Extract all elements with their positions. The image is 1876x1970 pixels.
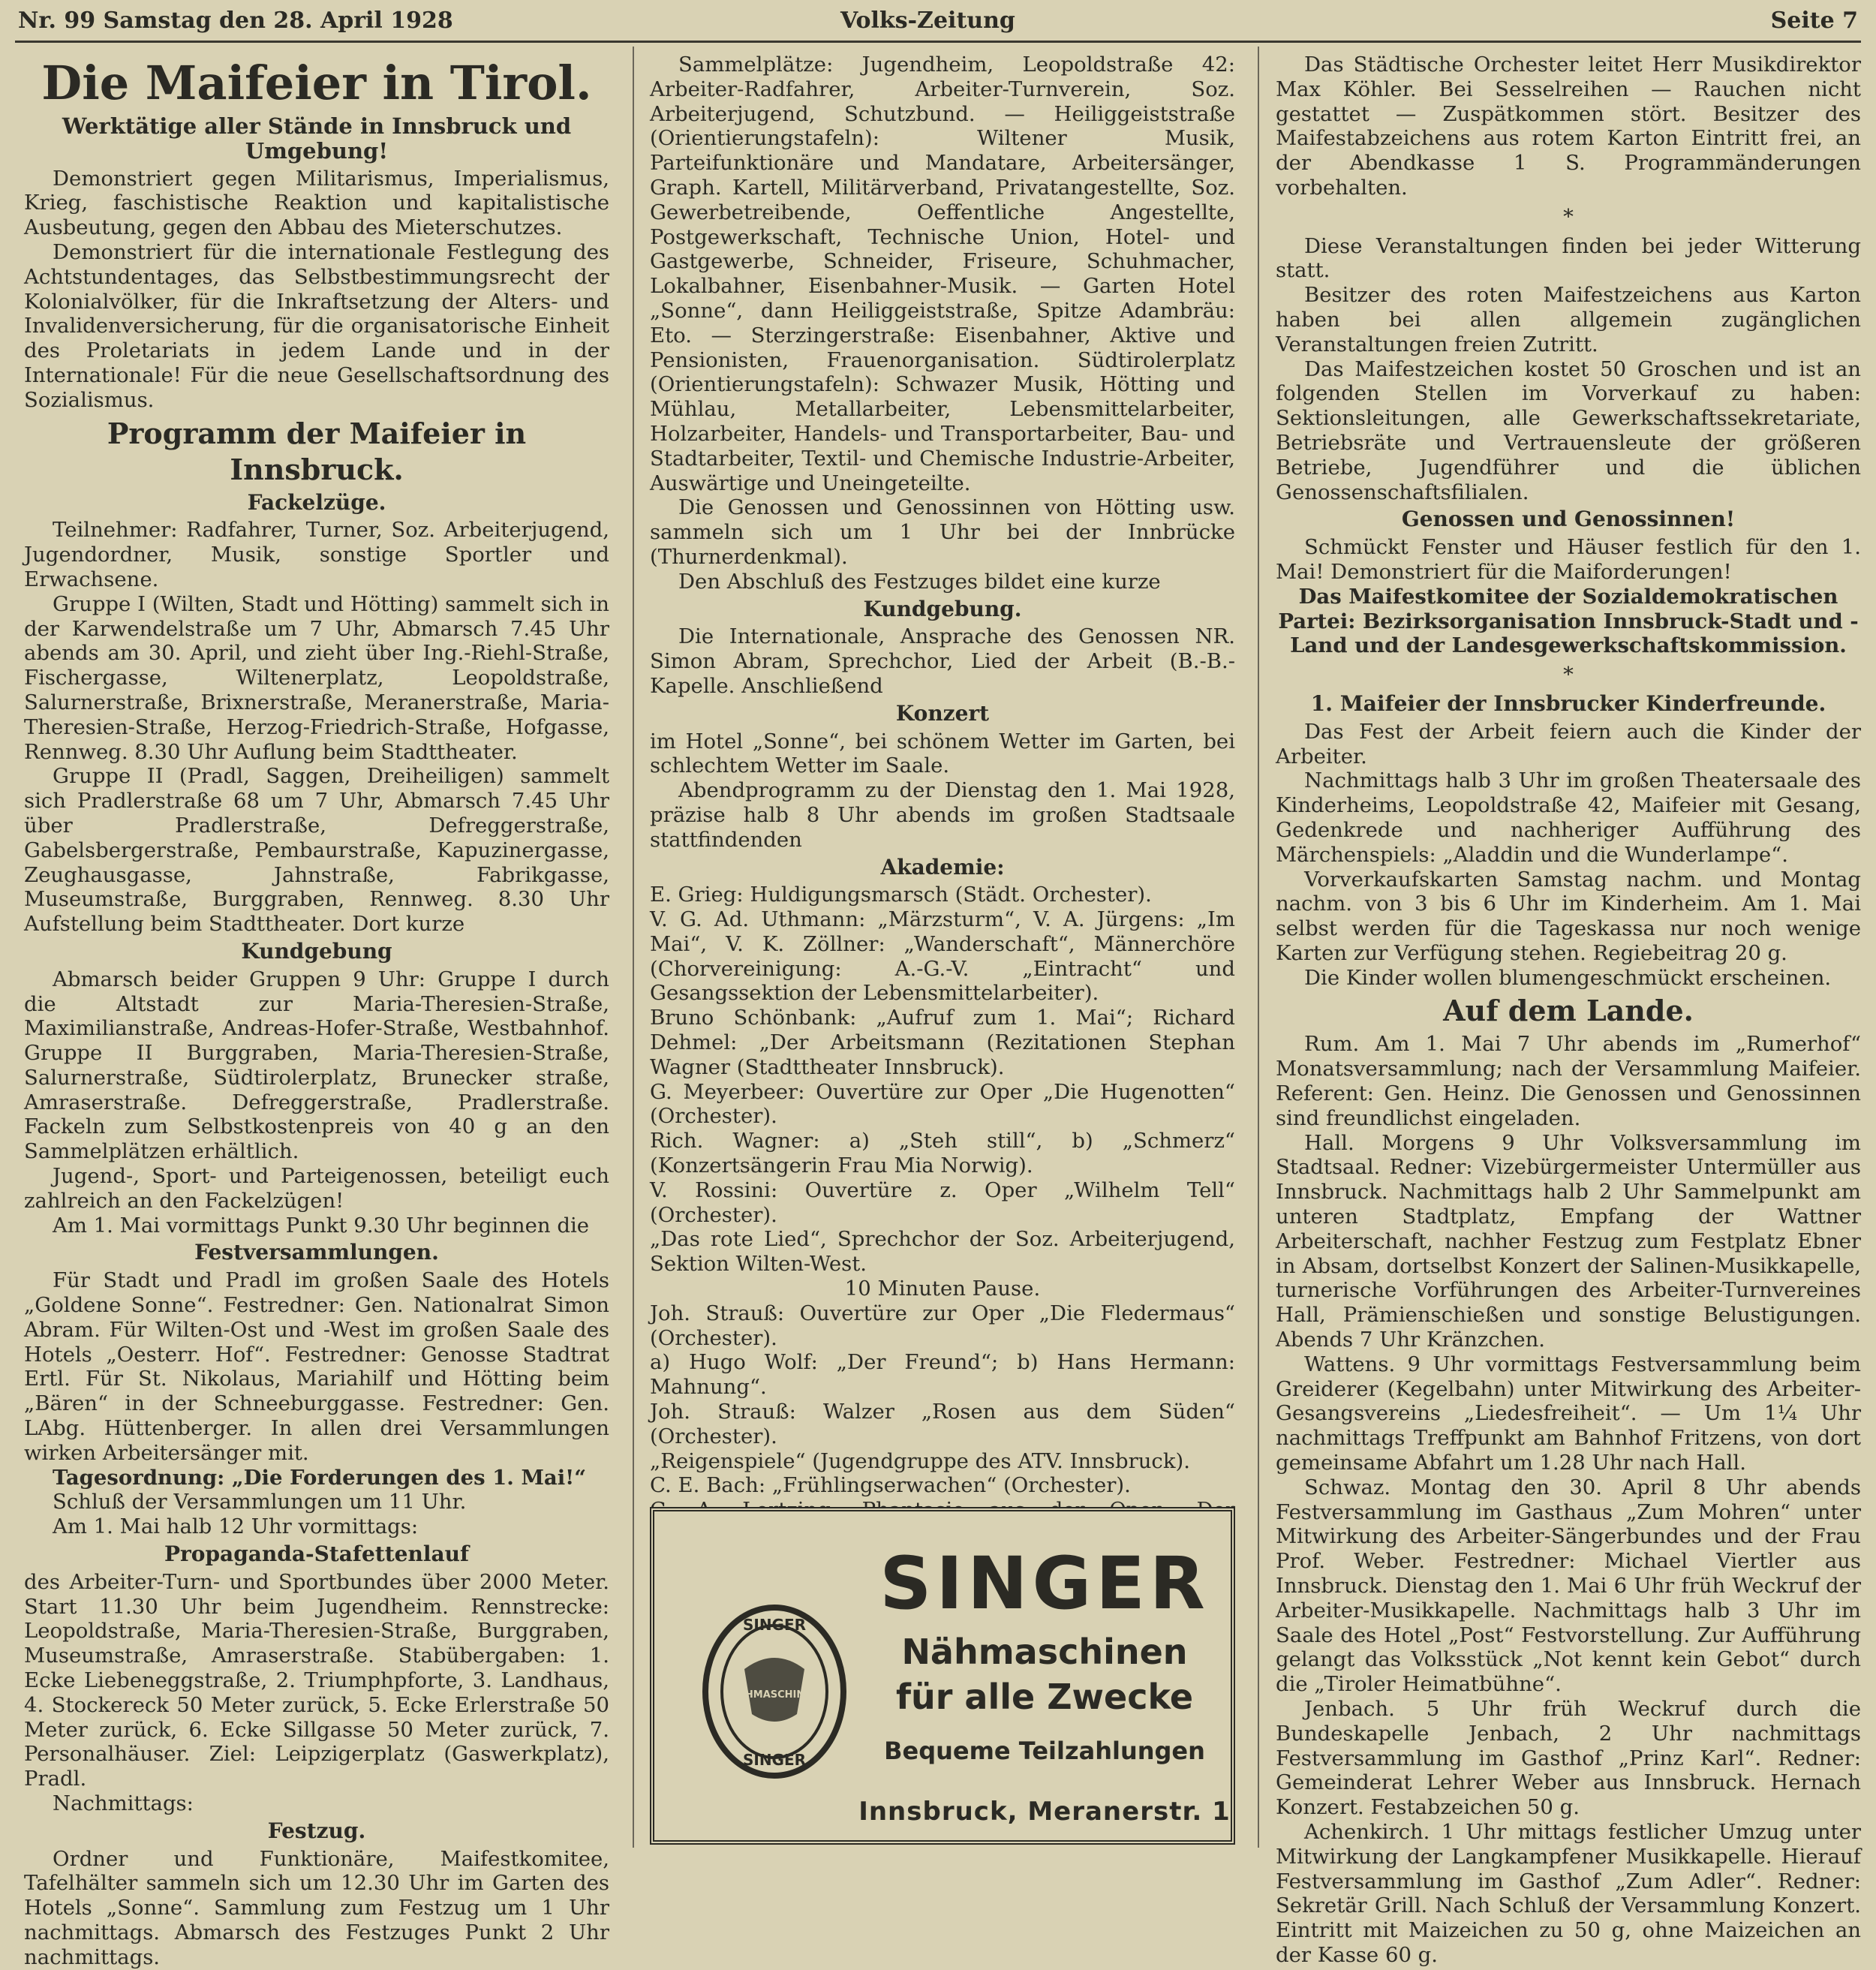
subheading: Genossen und Genossinnen! — [1401, 507, 1736, 532]
paragraph: Am 1. Mai halb 12 Uhr vormittags: — [53, 1514, 419, 1539]
paragraph: Das Fest der Arbeit feiern auch die Kinder der Arbeiter. — [1276, 719, 1861, 768]
pause-note: 10 Minuten Pause. — [844, 1277, 1041, 1301]
paragraph: Die Kinder wollen blumengeschmückt erscheinen. — [1304, 965, 1832, 990]
paragraph: Rum. Am 1. Mai 7 Uhr abends im „Rumerhof“ Monatsversammlung; nach der Versammlung Maifeier. Referent: Gen. Heinz. Die Genossen und Genossinnen sind freundlichst eingeladen. — [1276, 1032, 1861, 1130]
column-1 — [24, 53, 609, 1970]
ad-line: für alle Zwecke — [895, 1677, 1194, 1717]
paragraph: Wattens. 9 Uhr vormittags Festversammlung beim Greiderer (Kegelbahn) unter Mitwirkung des Arbeiter-Gesangsvereins „Liedesfreiheit“. — Um 1¼ Uhr nachmittags Treffpunkt am Bahnhof Fritzens, von dort gemeinsame Abfahrt um 1.28 Uhr nach Hall. — [1276, 1352, 1861, 1475]
paragraph: des Arbeiter-Turn- und Sportbundes über 2000 Meter. Start 11.30 Uhr beim Jugendheim. Rennstrecke: Leopoldstraße, Maria-Theresien-Straße, Burggraben, Museumstraße, Amraserstraße. Stabübergaben: 1. Ecke Liebeneggstraße, 2. Triumphpforte, 3. Landhaus, 4. Stockereck 50 Meter zurück, 5. Ecke Erlerstraße 50 Meter zurück, 6. Ecke Sillgasse 50 Meter zurück, 7. Personalhäuser. Ziel: Leipzigerplatz (Gaswerkplatz), Pradl. — [24, 1569, 609, 1791]
program-item: C. E. Bach: „Frühlingserwachen“ (Orchester). — [650, 1473, 1131, 1498]
paragraph: Demonstriert für die internationale Festlegung des Achtstundentages, das Selbstbestimmungsrecht der Kolonialvölker, für die Inkraftsetzung der Alters- und Invalidenversicherung, für die organisatorische Einheit des Proletariats in jedem Lande und in der Internationale! Für die neue Gesellschaftsordnung des Sozialismus. — [24, 239, 609, 412]
column-divider — [1258, 47, 1259, 1848]
paragraph: Diese Veranstaltungen finden bei jeder Witterung statt. — [1276, 233, 1861, 283]
logo-text-top: SINGER — [742, 1616, 807, 1634]
page-number: Seite 7 — [1770, 8, 1858, 34]
ad-brand: SINGER — [879, 1541, 1210, 1626]
paragraph: Ordner und Funktionäre, Maifestkomitee, Tafelhälter sammeln sich um 12.30 Uhr im Garten des Hotels „Sonne“. Sammlung zum Festzug um 1 Uhr nachmittags. Abmarsch des Festzuges Punkt 2 Uhr nachmittags. — [24, 1846, 609, 1969]
singer-advertisement — [650, 1507, 1235, 1845]
subheading: 1. Maifeier der Innsbrucker Kinderfreunde. — [1310, 690, 1826, 716]
paper-name: Volks-Zeitung — [840, 8, 1015, 34]
column-3 — [1276, 53, 1861, 1968]
paragraph: Jugend-, Sport- und Parteigenossen, beteiligt euch zahlreich an den Fackelzügen! — [24, 1164, 609, 1213]
column-2 — [650, 53, 1235, 1547]
paragraph: Hall. Morgens 9 Uhr Volksversammlung im Stadtsaal. Redner: Vizebürgermeister Untermüller aus Innsbruck. Nachmittags halb 2 Uhr Sammelpunkt am unteren Stadtplatz, Empfang der Wattner Arbeiterschaft, nachher Festzug zum Festplatz Ebner in Absam, dortselbst Konzert der Salinen-Musikkapelle, turnerische Vorführungen des Arbeiter-Turnvereines Hall, Prämienschießen und sonstige Belustigungen. Abends 7 Uhr Kränzchen. — [1276, 1130, 1861, 1352]
program-item: E. Grieg: Huldigungsmarsch (Städt. Orchester). — [650, 883, 1152, 907]
logo-text-bottom: SINGER — [742, 1751, 807, 1769]
subheading: Kundgebung — [241, 938, 392, 964]
program-item: V. G. Ad. Uthmann: „Märzsturm“, V. A. Jürgens: „Im Mai“, V. K. Zöllner: „Wanderschaft“, Männerchöre (Chorvereinigung: A.-G.-V. „Eintracht“ und Gesangssektion der Lebensmittelarbeiter). — [650, 907, 1235, 1006]
program-item: „Das rote Lied“, Sprechchor der Soz. Arbeiterjugend, Sektion Wilten-West. — [650, 1227, 1235, 1277]
paragraph: Das Maifestzeichen kostet 50 Groschen und ist an folgenden Stellen im Vorverkauf zu haben: Sektionsleitungen, alle Gewerkschaftssekretariate, Betriebsräte und Vertrauensleute der größeren Betriebe, Jugendführer und die üblichen Genossenschaftsfilialen. — [1276, 356, 1861, 504]
paragraph: Für Stadt und Pradl im großen Saale des Hotels „Goldene Sonne“. Festredner: Gen. Nationalrat Simon Abram. Für Wilten-Ost und -West im großen Saale des Hotels „Oesterr. Hof“. Festredner: Genosse Stadtrat Ertl. Für St. Nikolaus, Mariahilf und Hötting beim „Bären“ in der Schneeburggasse. Festredner: Gen. LAbg. Hüttenberger. In allen drei Versammlungen wirken Arbeitersänger mit. — [24, 1268, 609, 1465]
paragraph: Gruppe II (Pradl, Saggen, Dreiheiligen) sammelt sich Pradlerstraße 68 um 7 Uhr, Abmarsch 7.45 Uhr über Pradlerstraße, Defreggerstraße, Gabelsbergerstraße, Pembaurstraße, Kapuzinergasse, Zeughausgasse, Jahnstraße, Fabrikgasse, Museumstraße, Burggraben, Rennweg. 8.30 Uhr Aufstellung beim Stadttheater. Dort kurze — [24, 764, 609, 937]
paragraph: im Hotel „Sonne“, bei schönem Wetter im Garten, bei schlechtem Wetter im Saale. — [650, 729, 1235, 778]
section-heading: Auf dem Lande. — [1443, 994, 1694, 1028]
paragraph: Das Maifestkomitee der Sozialdemokratischen Partei: Bezirksorganisation Innsbruck-Stadt und -Land und der Landesgewerkschaftskommission. — [1278, 584, 1859, 658]
issue-date: Nr. 99 Samstag den 28. April 1928 — [18, 8, 453, 34]
subheading: Festversammlungen. — [194, 1240, 439, 1265]
logo-text-mid: NÄHMASCHINEN — [729, 1689, 820, 1701]
ad-line: Nähmaschinen — [901, 1632, 1188, 1672]
paragraph: Schluß der Versammlungen um 11 Uhr. — [53, 1490, 467, 1514]
paragraph: Abendprogramm zu der Dienstag den 1. Mai 1928, präzise halb 8 Uhr abends im großen Stadtsaale stattfindenden — [650, 778, 1235, 852]
program-item: Bruno Schönbank: „Aufruf zum 1. Mai“; Richard Dehmel: „Der Arbeitsmann (Rezitationen Stephan Wagner (Stadttheater Innsbruck). — [650, 1006, 1235, 1079]
paragraph: Besitzer des roten Maifestzeichens aus Karton haben bei allen allgemein zugänglichen Veranstaltungen freien Zutritt. — [1276, 283, 1861, 356]
program-item: Rich. Wagner: a) „Steh still“, b) „Schmerz“ (Konzertsängerin Frau Mia Norwig). — [650, 1129, 1235, 1178]
column-divider — [633, 47, 634, 1848]
paragraph: Vorverkaufskarten Samstag nachm. und Montag nachm. von 3 bis 6 Uhr im Kinderheim. Am 1. Mai selbst werden für die Tageskassa nur noch wenige Karten zur Verfügung stehen. Regiebeitrag 20 g. — [1276, 867, 1861, 965]
paragraph: Gruppe I (Wilten, Stadt und Hötting) sammelt sich in der Karwendelstraße um 7 Uhr, Abmarsch 7.45 Uhr abends am 30. April, und zieht über Ing.-Riehl-Straße, Fischergasse, Wiltenerplatz, Leopoldstraße, Salurnerstraße, Brixnerstraße, Meranerstraße, Maria-Theresien-Straße, Herzog-Friedrich-Straße, Hofgasse, Rennweg. 8.30 Uhr Auflung beim Stadttheater. — [24, 591, 609, 764]
ad-line: Bequeme Teilzahlungen — [884, 1737, 1205, 1765]
separator-star: * — [1563, 663, 1574, 687]
program-item: Joh. Strauß: Ouvertüre zur Oper „Die Fledermaus“ (Orchester). — [650, 1301, 1235, 1350]
paragraph: Am 1. Mai vormittags Punkt 9.30 Uhr beginnen die — [53, 1213, 590, 1238]
program-item: G. Meyerbeer: Ouvertüre zur Oper „Die Hugenotten“ (Orchester). — [650, 1079, 1235, 1129]
program-item: V. Rossini: Ouvertüre z. Oper „Wilhelm Tell“ (Orchester). — [650, 1177, 1235, 1227]
subheading: Konzert — [895, 700, 990, 726]
paragraph: Den Abschluß des Festzuges bildet eine kurze — [678, 569, 1161, 594]
paragraph: Schwaz. Montag den 30. April 8 Uhr abends Festversammlung im Gasthaus „Zum Mohren“ unter Mitwirkung des Arbeiter-Sängerbundes und der Frau Prof. Weber. Festredner: Michael Viertler aus Innsbruck. Dienstag den 1. Mai 6 Uhr früh Weckruf der Arbeiter-Musikkapelle. Nachmittags halb 3 Uhr im Saale des Hotel „Post“ Festvorstellung. Zur Aufführung gelangt das Volksstück „Not kennt kein Gebot“ durch die „Tiroler Heimatbühne“. — [1276, 1475, 1861, 1697]
paragraph: Demonstriert gegen Militarismus, Imperialismus, Krieg, faschistische Reaktion und kapitalistische Ausbeutung, gegen den Abbau des Mieterschutzes. — [24, 166, 609, 240]
article-title: Die Maifeier in Tirol. — [41, 56, 592, 110]
subheading: Propaganda-Stafettenlauf — [164, 1541, 469, 1567]
ad-address: Innsbruck, Meranerstr. 1 — [858, 1797, 1231, 1827]
subheading: Akademie: — [880, 854, 1005, 880]
paragraph: Jenbach. 5 Uhr früh Weckruf durch die Bundeskapelle Jenbach, 2 Uhr nachmittags Festversammlung im Gasthof „Prinz Karl“. Redner: Gemeinderat Lehrer Weber aus Innsbruck. Hernach Konzert. Festabzeichen 50 g. — [1276, 1697, 1861, 1820]
program-item: Joh. Strauß: Walzer „Rosen aus dem Süden“ (Orchester). — [650, 1400, 1235, 1448]
paragraph: Abmarsch beider Gruppen 9 Uhr: Gruppe I durch die Altstadt zur Maria-Theresien-Straße, Maximilianstraße, Andreas-Hofer-Straße, Westbahnhof. Gruppe II Burggraben, Maria-Theresien-Straße, Salurnerstraße, Südtirolerplatz, Brunecker straße, Amraserstraße. Defreggerstraße, Pradlerstraße. Fackeln zum Selbstkostenpreis von 40 g an den Sammelplätzen erhältlich. — [24, 967, 609, 1164]
paragraph: Teilnehmer: Radfahrer, Turner, Soz. Arbeiterjugend, Jugendordner, Musik, sonstige Sportler und Erwachsene. — [24, 518, 609, 591]
singer-logo-icon — [699, 1602, 849, 1782]
subheading: Festzug. — [267, 1818, 366, 1843]
article-subtitle: Werktätige aller Stände in Innsbruck und Umgebung! — [62, 113, 572, 164]
program-item: a) Hugo Wolf: „Der Freund“; b) Hans Hermann: Mahnung“. — [650, 1350, 1235, 1400]
paragraph: Die Genossen und Genossinnen von Hötting usw. sammeln sich um 1 Uhr bei der Innbrücke (Thurnerdenkmal). — [650, 495, 1235, 569]
subheading: Fackelzüge. — [247, 489, 386, 515]
paragraph: Nachmittags halb 3 Uhr im großen Theatersaale des Kinderheims, Leopoldstraße 42, Maifeier mit Gesang, Gedenkrede und nachheriger Aufführung des Märchenspiels: „Aladdin und die Wunderlampe“. — [1276, 768, 1861, 867]
page-header — [0, 0, 1876, 42]
paragraph: Schmückt Fenster und Häuser festlich für den 1. Mai! Demonstriert für die Maiforderungen! — [1276, 535, 1861, 584]
section-heading: Programm der Maifeier in Innsbruck. — [107, 416, 527, 486]
header-rule — [15, 41, 1861, 43]
paragraph: Achenkirch. 1 Uhr mittags festlicher Umzug unter Mitwirkung der Langkampfener Musikkapelle. Hierauf Festversammlung im Gasthof „Zum Adler“. Redner: Sekretär Grill. Nach Schluß der Versammlung Konzert. Eintritt mit Maizeichen zu 50 g, ohne Maizeichen an der Kasse 60 g. — [1276, 1819, 1861, 1967]
subheading: Kundgebung. — [863, 596, 1022, 621]
paragraph: Sammelplätze: Jugendheim, Leopoldstraße 42: Arbeiter-Radfahrer, Arbeiter-Turnverein, Soz. Arbeiterjugend, Schutzbund. — Heiliggeiststraße (Orientierungstafeln): Wiltener Musik, Parteifunktionäre und Mandatare, Arbeitersänger, Graph. Kartell, Militärverband, Privatangestellte, Soz. Gewerbetreibende, Oeffentliche Angestellte, Postgewerkschaft, Technische Union, Hotel- und Gastgewerbe, Schneider, Friseure, Schuhmacher, Lokalbahner, Eisenbahner-Musik. — Garten Hotel „Sonne“, dann Heiliggeiststraße, Spitze Adambräu: Eto. — Sterzingerstraße: Eisenbahner, Aktive und Pensionisten, Frauenorganisation. Südtirolerplatz (Orientierungstafeln): Schwazer Musik, Hötting und Mühlau, Metallarbeiter, Lebensmittelarbeiter, Holzarbeiter, Handels- und Transportarbeiter, Bau- und Stadtarbeiter, Textil- und Chemische Industrie-Arbeiter, Auswärtige und Uneingeteilte. — [650, 53, 1235, 495]
paragraph: Die Internationale, Ansprache des Genossen NR. Simon Abram, Sprechchor, Lied der Arbeit (B.-B.-Kapelle. Anschließend — [650, 624, 1235, 698]
paragraph: Tagesordnung: „Die Forderungen des 1. Mai!“ — [53, 1465, 587, 1490]
paragraph: Nachmittags: — [53, 1791, 194, 1815]
program-item: „Reigenspiele“ (Jugendgruppe des ATV. Innsbruck). — [650, 1448, 1190, 1473]
separator-star: * — [1563, 204, 1574, 229]
paragraph: Das Städtische Orchester leitet Herr Musikdirektor Max Köhler. Bei Sesselreihen — Rauchen nicht gestattet — Zuspätkommen stört. Besitzer des Maifestabzeichens aus rotem Karton Eintritt frei, an der Abendkasse 1 S. Programmänderungen vorbehalten. — [1276, 53, 1861, 200]
